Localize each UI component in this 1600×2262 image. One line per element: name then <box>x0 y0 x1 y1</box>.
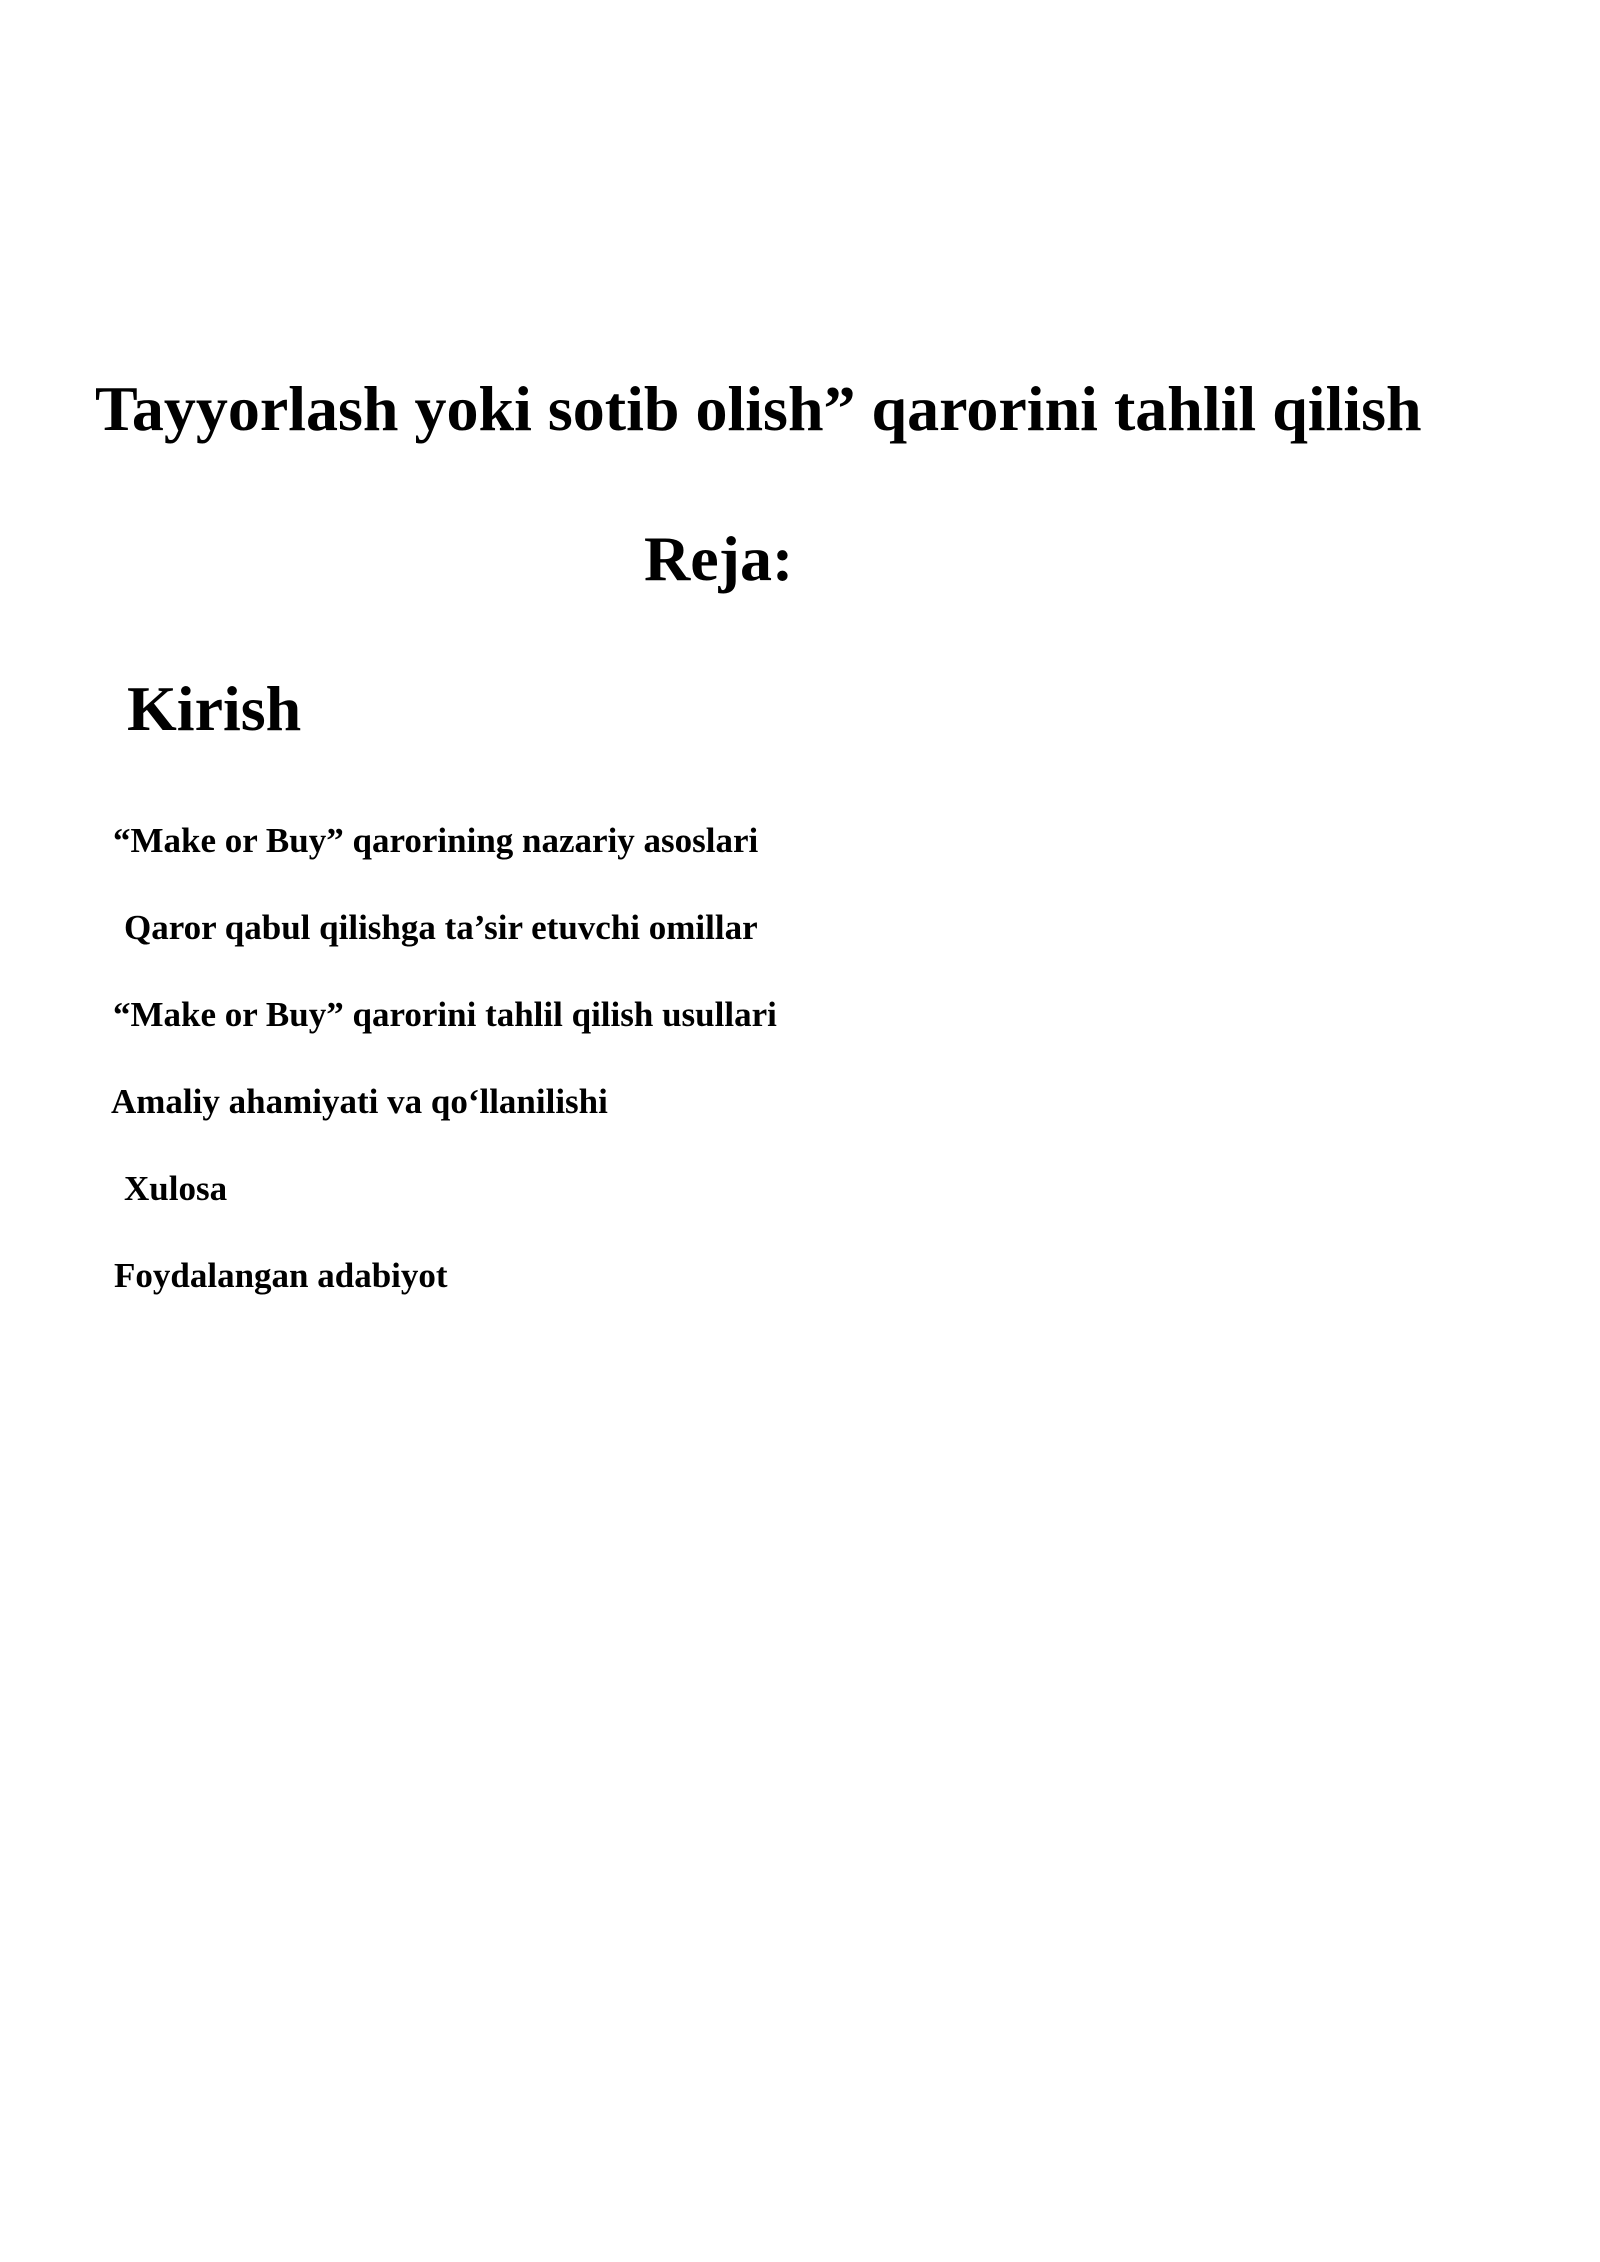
intro-heading: Kirish <box>127 673 302 744</box>
plan-item-practice: Amaliy ahamiyati va qo‘llanilishi <box>111 1082 608 1121</box>
plan-item-theory: “Make or Buy” qarorining nazariy asoslari <box>113 821 759 860</box>
document-title: Tayyorlash yoki sotib olish” qarorini tahlil qilish <box>95 373 1422 444</box>
plan-item-references: Foydalangan adabiyot <box>114 1256 448 1295</box>
plan-item-methods: “Make or Buy” qarorini tahlil qilish usullari <box>113 995 777 1034</box>
plan-heading: Reja: <box>644 523 794 594</box>
plan-item-factors: Qaror qabul qilishga ta’sir etuvchi omillar <box>124 908 758 947</box>
plan-item-conclusion: Xulosa <box>124 1169 228 1208</box>
